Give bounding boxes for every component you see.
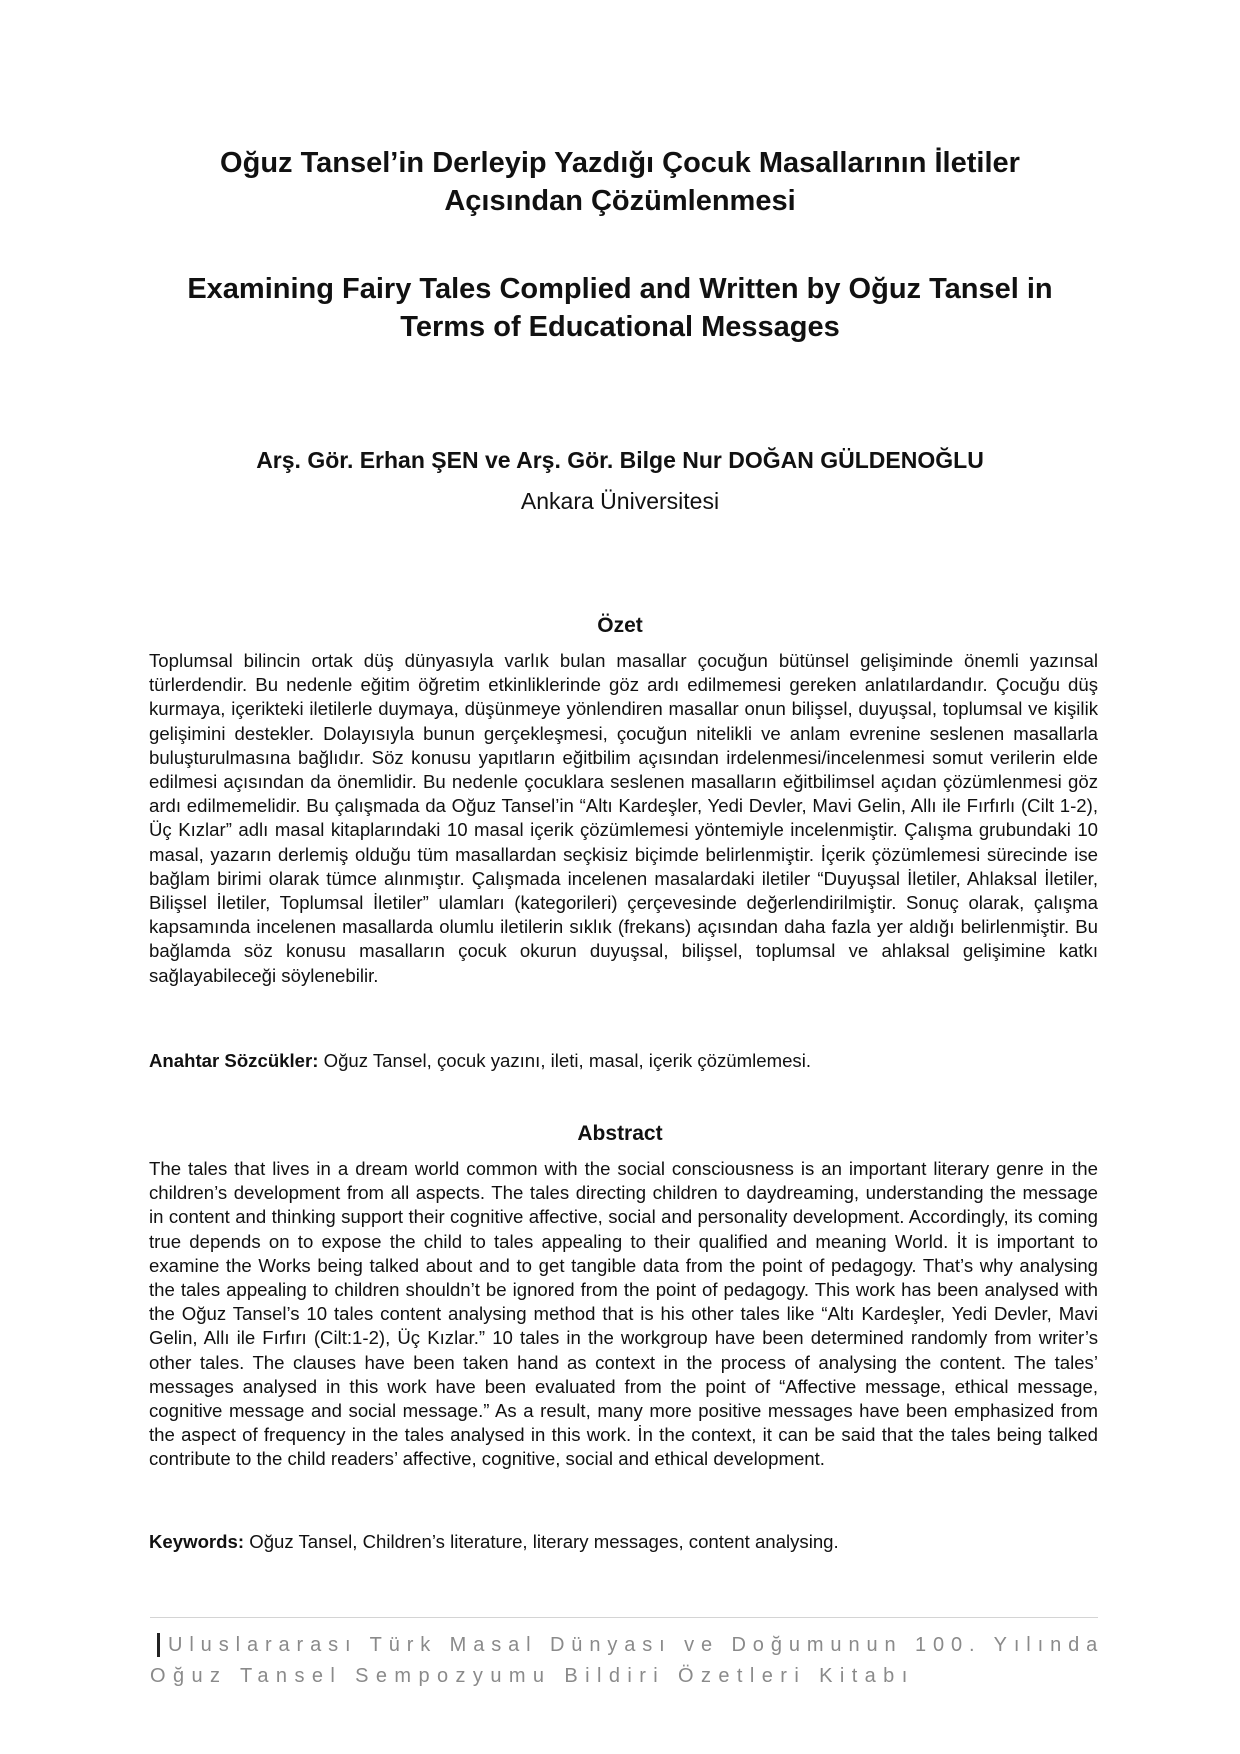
turkish-keywords-label: Anahtar Sözcükler: [149,1050,319,1071]
ozet-heading: Özet [597,614,643,637]
abstract-paragraph: The tales that lives in a dream world common with the social consciousness is an important literary genre in the children’s development from all aspects. The tales directing children to daydreaming, understanding the message in content and thinking support their cognitive affective, social and personality development. Accordingly, its coming true depends on to expose the child to tales appealing to their qualified and meaning World. İt is important to examine the Works being talked about and to get tangible data from the point of pedagogy. That’s why analysing the tales appealing to children shouldn’t be ignored from the point of pedagogy. This work has been analysed with the Oğuz Tansel’s 10 tales content analysing method that is his other tales like “Altı Kardeşler, Yedi Devler, Mavi Gelin, Allı ile Fırfırı (Cilt:1-2), Üç Kızlar.” 10 tales in the workgroup have been determined randomly from writer’s other tales. The clauses have been taken hand as context in the process of analysing the content. The tales’ messages analysed in this work have been evaluated from the point of “Affective message, ethical message, cognitive message and social message.” As a result, many more positive messages have been emphasized from the aspect of frequency in the tales analysed in this work. İn the context, it can be said that the tales being talked contribute to the child readers’ affective, cognitive, social and ethical development. [149,1158,1098,1470]
footer-line-2: Oğuz Tansel Sempozyumu Bildiri Özetleri Kitabı [150,1665,915,1687]
authors: Arş. Gör. Erhan ŞEN ve Arş. Gör. Bilge Nur DOĞAN GÜLDENOĞLU [256,447,984,473]
title-turkish-line-1: Oğuz Tansel’in Derleyip Yazdığı Çocuk Masallarının İletiler [220,147,1020,179]
turkish-keywords-text: Oğuz Tansel, çocuk yazını, ileti, masal, içerik çözümlemesi. [318,1050,812,1071]
turkish-keywords [149,1049,1098,1073]
title-english-line-1: Examining Fairy Tales Complied and Written by Oğuz Tansel in [187,273,1053,305]
footer-accent-bar [157,1633,160,1657]
title-turkish [150,144,1090,220]
title-english [150,270,1090,346]
english-keywords [149,1530,1098,1554]
title-turkish-line-2: Açısından Çözümlenmesi [444,185,796,217]
title-english-line-2: Terms of Educational Messages [400,311,840,343]
affiliation: Ankara Üniversitesi [520,488,720,514]
english-keywords-label: Keywords: [149,1531,245,1552]
footer-divider [150,1617,1098,1618]
abstract-heading: Abstract [577,1122,663,1145]
footer-line-1: Uluslararası Türk Masal Dünyası ve Doğumunun 100. Yılında [168,1634,1105,1656]
ozet-paragraph: Toplumsal bilincin ortak düş dünyasıyla varlık bulan masallar çocuğun bütünsel gelişiminde önemli yazınsal türlerdendir. Bu nedenle eğitim öğretim etkinliklerinde göz ardı edilmemesi gereken anlatılardandır. Çocuğu düş kurmaya, içerikteki iletilerle duymaya, düşünmeye yönlendiren masallar onun bilişsel, duyuşsal, toplumsal ve kişilik gelişimini destekler. Dolayısıyla bunun gerçekleşmesi, çocuğun nitelikli ve anlam evrenine seslenen masallarla buluşturulmasına bağlıdır. Söz konusu yapıtların eğitbilim açısından irdelenmesi/incelenmesi somut verilerin elde edilmesi açısından da önemlidir. Bu nedenle çocuklara seslenen masalların eğitbilimsel açıdan çözümlenmesi göz ardı edilmemelidir. Bu çalışmada da Oğuz Tansel’in “Altı Kardeşler, Yedi Devler, Mavi Gelin, Allı ile Fırfırlı (Cilt 1-2), Üç Kızlar” adlı masal kitaplarındaki 10 masal içerik çözümlemesi yöntemiyle incelenmiştir. Çalışma grubundaki 10 masal, yazarın derlemiş olduğu tüm masallardan seçkisiz biçimde belirlenmiştir. İçerik çözümlemesi sürecinde ise bağlam birimi olarak tümce alınmıştır. Çalışmada incelenen masalardaki iletiler “Duyuşsal İletiler, Ahlaksal İletiler, Bilişsel İletiler, Toplumsal İletiler” ulamları (kategorileri) çerçevesinde değerlendirilmiştir. Sonuç olarak, çalışma kapsamında incelenen masallarda olumlu iletilerin sıklık (frekans) açısından daha fazla yer aldığı belirlenmiştir. Bu bağlamda söz konusu masalların çocuk okurun duyuşsal, bilişsel, toplumsal ve ahlaksal gelişimine katkı sağlayabileceği söylenebilir. [149,650,1098,986]
english-keywords-text: Oğuz Tansel, Children’s literature, literary messages, content analysing. [244,1531,839,1552]
